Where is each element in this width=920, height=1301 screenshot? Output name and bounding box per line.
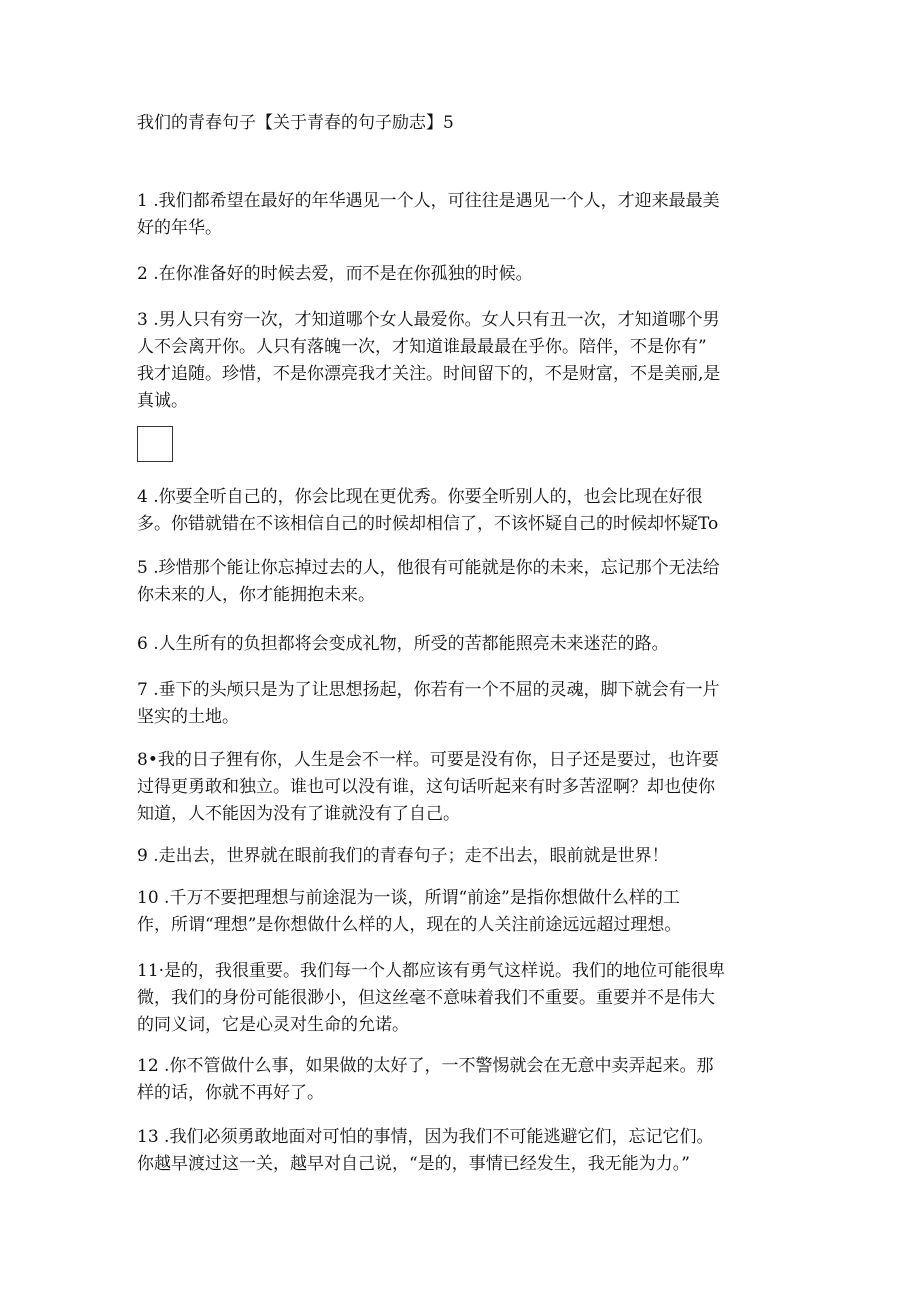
list-item-10: 10 .千万不要把理想与前途混为一谈，所谓“前途”是指你想做什么样的工 作，所谓“理想”是你想做什么样的人，现在的人关注前途远远超过理想。 (137, 888, 682, 935)
list-item-11: 11·是的，我很重要。我们每一个人都应该有勇气这样说。我们的地位可能很卑 微，我们的身份可能很渺小，但这丝毫不意味着我们不重要。重要并不是伟大 的同义词，它是心灵对生命的允诺。 (137, 961, 726, 1035)
list-item-13: 13 .我们必须勇敢地面对可怕的事情，因为我们不可能逃避它们，忘记它们。 你越早渡过这一关，越早对自己说，“是的，事情已经发生，我无能为力。” (137, 1127, 714, 1174)
list-item-4: 4 .你要全听自己的，你会比现在更优秀。你要全听别人的，也会比现在好很 多。你错就错在不该相信自己的时候却相信了，不该怀疑自己的时候却怀疑To (137, 487, 719, 534)
list-item-2: 2 .在你准备好的时候去爱，而不是在你孤独的时候。 (137, 264, 533, 284)
list-item-3: 3 .男人只有穷一次，才知道哪个女人最爱你。女人只有丑一次，才知道哪个男 人不会离开你。人只有落魄一次，才知道谁最最最在乎你。陪伴，不是你有” 我才追随。珍惜，不是你漂亮我才关注。时间留下的，不是财富，不是美丽,是 真诚。 (137, 310, 721, 411)
list-item-1: 1 .我们都希望在最好的年华遇见一个人，可往往是遇见一个人，才迎来最最美 好的年华。 (137, 191, 720, 238)
list-item-7: 7 .垂下的头颅只是为了让思想扬起，你若有一个不屈的灵魂，脚下就会有一片 坚实的土地。 (137, 680, 720, 727)
list-item-9: 9 .走出去，世界就在眼前我们的青春句子；走不出去，眼前就是世界！ (137, 846, 669, 866)
document-title: 我们的青春句子【关于青春的句子励志】5 (137, 113, 454, 133)
empty-checkbox[interactable] (137, 426, 173, 462)
list-item-5: 5 .珍惜那个能让你忘掉过去的人，他很有可能就是你的未来，忘记那个无法给 你未来的人，你才能拥抱未来。 (137, 558, 720, 605)
list-item-8: 8•我的日子狸有你，人生是会不一样。可要是没有你，日子还是要过，也许要 过得更勇敢和独立。谁也可以没有谁，这句话听起来有时多苦涩啊？却也使你 知道，人不能因为没有了谁就没有了自己。 (137, 750, 719, 824)
list-item-6: 6 .人生所有的负担都将会变成礼物，所受的苦都能照亮未来迷茫的路。 (137, 634, 669, 654)
list-item-12: 12 .你不管做什么事，如果做的太好了，一不警惕就会在无意中卖弄起来。那 样的话，你就不再好了。 (137, 1056, 714, 1103)
